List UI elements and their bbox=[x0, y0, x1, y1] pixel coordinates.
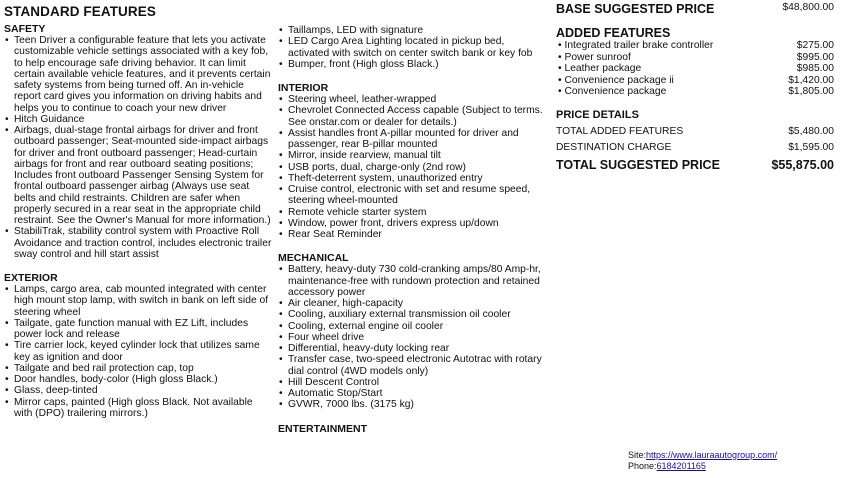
list-item: • Hill Descent Control bbox=[278, 377, 548, 388]
total-added-row bbox=[556, 126, 838, 137]
total-price-value: $55,875.00 bbox=[771, 157, 834, 172]
base-price-label: BASE SUGGESTED PRICE bbox=[556, 2, 715, 16]
added-features-title: ADDED FEATURES bbox=[556, 26, 671, 40]
list-item: • Tailgate and bed rail protection cap, top bbox=[4, 363, 272, 374]
list-item: • Window, power front, drivers express up/down bbox=[278, 218, 548, 229]
list-item: • Cooling, external engine oil cooler bbox=[278, 321, 548, 332]
mechanical-list bbox=[278, 264, 548, 410]
list-item: • Remote vehicle starter system bbox=[278, 207, 548, 218]
list-item: • Mirror, inside rearview, manual tilt bbox=[278, 150, 548, 161]
base-price-value: $48,800.00 bbox=[782, 2, 834, 13]
mechanical-heading: MECHANICAL bbox=[278, 252, 349, 265]
list-item: • Steering wheel, leather-wrapped bbox=[278, 94, 548, 105]
list-item: • Lamps, cargo area, cab mounted integrated with center high mount stop lamp, with switch in bank on left side of steering wheel bbox=[4, 284, 272, 318]
added-feature-label: • Convenience package ii bbox=[558, 75, 674, 87]
added-feature-label: • Leather package bbox=[558, 63, 641, 75]
list-item: • Taillamps, LED with signature bbox=[278, 25, 548, 36]
site-line bbox=[628, 450, 777, 461]
interior-list bbox=[278, 94, 548, 240]
list-item: • Battery, heavy-duty 730 cold-cranking amps/80 Amp-hr, maintenance-free with rundown protection and retained accessory power bbox=[278, 264, 548, 298]
list-item: • Airbags, dual-stage frontal airbags for driver and front outboard passenger; Seat-mounted side-impact airbags for driver and front outboard passenger; Head-curtain airbags for front and rear outboard seating positions; Includes front outboard Passenger Sensing System for frontal outboard passenger airbag (Always use seat belts and child restraints. Children are safer when properly secured in a rear seat in the appropriate child restraint. See the Owner's Manual for more information.) bbox=[4, 125, 272, 226]
added-feature-row bbox=[556, 40, 838, 52]
list-item: • Tire carrier lock, keyed cylinder lock that utilizes same key as ignition and door bbox=[4, 340, 272, 363]
safety-list bbox=[4, 35, 272, 260]
list-item: • GVWR, 7000 lbs. (3175 kg) bbox=[278, 399, 548, 410]
list-item: • USB ports, dual, charge-only (2nd row) bbox=[278, 162, 548, 173]
added-feature-label: • Power sunroof bbox=[558, 52, 631, 64]
list-item: • StabiliTrak, stability control system with Proactive Roll Avoidance and traction control, includes electronic trailer sway control and hill start assist bbox=[4, 226, 272, 260]
list-item: • Automatic Stop/Start bbox=[278, 388, 548, 399]
added-feature-price: $995.00 bbox=[796, 51, 834, 63]
list-item: • Teen Driver a configurable feature that lets you activate customizable vehicle settings associated with a key fob, to help encourage safe driving behavior. It can limit certain available vehicle features, and it prevents certain safety systems from being turned off. An in-vehicle report card gives you information on driving habits and helps you to continue to coach your new driver bbox=[4, 35, 272, 114]
added-feature-row bbox=[556, 63, 838, 75]
list-item: • Cruise control, electronic with set and resume speed, steering wheel-mounted bbox=[278, 184, 548, 207]
added-features-list bbox=[556, 40, 838, 98]
total-price-row bbox=[556, 158, 838, 172]
list-item: • LED Cargo Area Lighting located in pickup bed, activated with switch on center switch bank or key fob bbox=[278, 36, 548, 59]
destination-value: $1,595.00 bbox=[788, 141, 834, 153]
list-item: • Transfer case, two-speed electronic Autotrac with rotary dial control (4WD models only) bbox=[278, 354, 548, 377]
list-item: • Hitch Guidance bbox=[4, 114, 272, 125]
list-item: • Rear Seat Reminder bbox=[278, 229, 548, 240]
phone-link[interactable]: 6184201165 bbox=[656, 461, 706, 471]
added-feature-price: $275.00 bbox=[796, 40, 834, 51]
list-item: • Theft-deterrent system, unauthorized entry bbox=[278, 173, 548, 184]
list-item: • Glass, deep-tinted bbox=[4, 385, 272, 396]
base-price-row bbox=[556, 2, 838, 16]
added-feature-row bbox=[556, 52, 838, 64]
list-item: • Mirror caps, painted (High gloss Black. Not available with (DPO) trailering mirrors.) bbox=[4, 397, 272, 420]
added-feature-row bbox=[556, 75, 838, 87]
exterior-heading: EXTERIOR bbox=[4, 272, 58, 284]
pricing-column bbox=[556, 0, 838, 172]
added-feature-price: $1,420.00 bbox=[788, 74, 834, 86]
list-item: • Differential, heavy-duty locking rear bbox=[278, 343, 548, 354]
added-feature-label: • Convenience package bbox=[558, 86, 666, 98]
added-feature-label: • Integrated trailer brake controller bbox=[558, 40, 713, 52]
list-item: • Cooling, auxiliary external transmission oil cooler bbox=[278, 309, 548, 320]
list-item: • Door handles, body-color (High gloss Black.) bbox=[4, 374, 272, 385]
list-item: • Assist handles front A-pillar mounted for driver and passenger, rear B-pillar mounted bbox=[278, 128, 548, 151]
phone-line bbox=[628, 461, 777, 472]
price-details-title: PRICE DETAILS bbox=[556, 108, 639, 121]
total-added-label: TOTAL ADDED FEATURES bbox=[556, 125, 684, 137]
standard-features-title: STANDARD FEATURES bbox=[4, 4, 156, 19]
added-feature-price: $985.00 bbox=[796, 63, 834, 74]
site-label: Site: bbox=[628, 450, 647, 460]
destination-row bbox=[556, 142, 838, 153]
site-link[interactable]: https://www.lauraautogroup.com/ bbox=[646, 450, 778, 460]
dealer-footer bbox=[628, 450, 777, 472]
total-price-label: TOTAL SUGGESTED PRICE bbox=[556, 157, 720, 172]
list-item: • Four wheel drive bbox=[278, 332, 548, 343]
features-column-2 bbox=[278, 0, 548, 435]
added-feature-row bbox=[556, 86, 838, 98]
destination-label: DESTINATION CHARGE bbox=[556, 141, 672, 153]
exterior-list bbox=[4, 284, 272, 419]
total-added-value: $5,480.00 bbox=[788, 125, 834, 137]
list-item: • Air cleaner, high-capacity bbox=[278, 298, 548, 309]
phone-label: Phone: bbox=[628, 461, 657, 471]
list-item: • Bumper, front (High gloss Black.) bbox=[278, 59, 548, 70]
interior-heading: INTERIOR bbox=[278, 82, 329, 94]
safety-heading: SAFETY bbox=[4, 23, 46, 35]
list-item: • Tailgate, gate function manual with EZ Lift, includes power lock and release bbox=[4, 318, 272, 341]
entertainment-heading: ENTERTAINMENT bbox=[278, 422, 368, 435]
added-feature-price: $1,805.00 bbox=[788, 86, 834, 97]
exterior-cont-list bbox=[278, 25, 548, 70]
list-item: • Chevrolet Connected Access capable (Subject to terms. See onstar.com or dealer for details.) bbox=[278, 105, 548, 128]
features-column-1 bbox=[4, 0, 272, 419]
